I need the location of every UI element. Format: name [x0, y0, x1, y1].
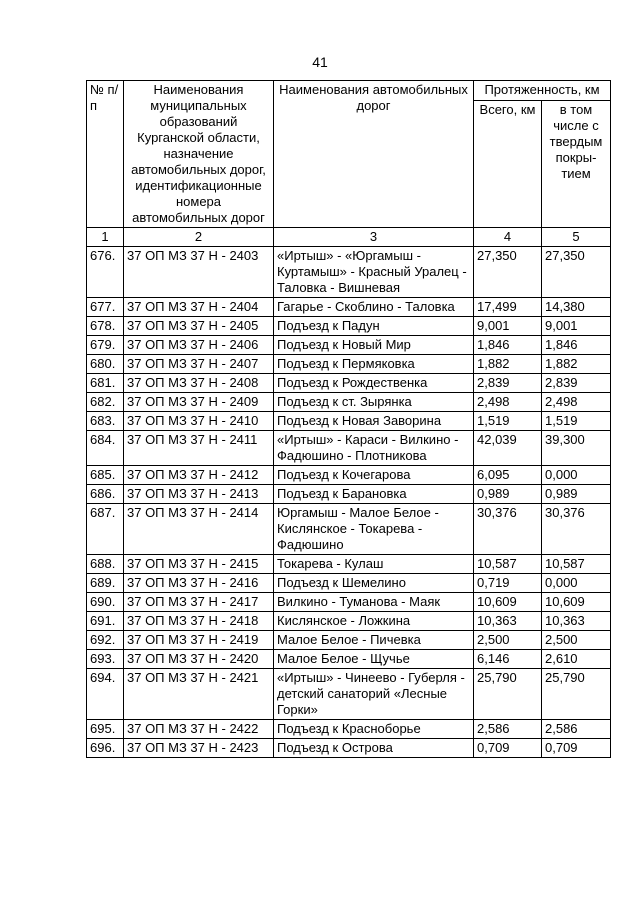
table-row	[87, 739, 611, 758]
header-road-name: Наименования автомобильных дорог	[274, 81, 474, 228]
road-name-cell: Подъезд к Острова	[274, 739, 474, 758]
road-id-cell: 37 ОП МЗ 37 Н - 2403	[124, 247, 274, 298]
table-row	[87, 720, 611, 739]
road-name-cell: Гагарье - Скоблино - Таловка	[274, 298, 474, 317]
hard-surface-length-cell: 1,846	[542, 336, 611, 355]
hard-surface-length-cell: 27,350	[542, 247, 611, 298]
table-row	[87, 466, 611, 485]
row-number-cell: 685.	[87, 466, 124, 485]
total-length-cell: 30,376	[474, 504, 542, 555]
table-row	[87, 336, 611, 355]
row-number-cell: 681.	[87, 374, 124, 393]
row-number-cell: 692.	[87, 631, 124, 650]
total-length-cell: 2,500	[474, 631, 542, 650]
road-name-cell: Малое Белое - Пичевка	[274, 631, 474, 650]
column-number: 4	[474, 228, 542, 247]
road-id-cell: 37 ОП МЗ 37 Н - 2421	[124, 669, 274, 720]
roads-table	[86, 80, 611, 758]
column-number: 1	[87, 228, 124, 247]
road-name-cell: Малое Белое - Щучье	[274, 650, 474, 669]
table-row	[87, 593, 611, 612]
road-id-cell: 37 ОП МЗ 37 Н - 2413	[124, 485, 274, 504]
road-id-cell: 37 ОП МЗ 37 Н - 2412	[124, 466, 274, 485]
total-length-cell: 25,790	[474, 669, 542, 720]
road-name-cell: Вилкино - Туманова - Маяк	[274, 593, 474, 612]
header-total: Всего, км	[474, 101, 542, 228]
table-row	[87, 355, 611, 374]
hard-surface-length-cell: 30,376	[542, 504, 611, 555]
road-name-cell: Подъезд к Кочегарова	[274, 466, 474, 485]
row-number-cell: 677.	[87, 298, 124, 317]
table-row	[87, 669, 611, 720]
table-row	[87, 247, 611, 298]
hard-surface-length-cell: 2,610	[542, 650, 611, 669]
road-name-cell: «Иртыш» - Караси - Вилкино - Фадюшино - Плотникова	[274, 431, 474, 466]
hard-surface-length-cell: 39,300	[542, 431, 611, 466]
table-row	[87, 431, 611, 466]
road-name-cell: Подъезд к Красноборье	[274, 720, 474, 739]
road-name-cell: Подъезд к ст. Зырянка	[274, 393, 474, 412]
hard-surface-length-cell: 10,363	[542, 612, 611, 631]
table-row	[87, 650, 611, 669]
header-hard-surface: в том числе с твердым покры-тием	[542, 101, 611, 228]
row-number-cell: 678.	[87, 317, 124, 336]
road-name-cell: Подъезд к Шемелино	[274, 574, 474, 593]
row-number-cell: 676.	[87, 247, 124, 298]
table-row	[87, 374, 611, 393]
table-row	[87, 317, 611, 336]
hard-surface-length-cell: 10,587	[542, 555, 611, 574]
row-number-cell: 687.	[87, 504, 124, 555]
road-id-cell: 37 ОП МЗ 37 Н - 2419	[124, 631, 274, 650]
column-number: 5	[542, 228, 611, 247]
row-number-cell: 689.	[87, 574, 124, 593]
total-length-cell: 1,519	[474, 412, 542, 431]
road-id-cell: 37 ОП МЗ 37 Н - 2404	[124, 298, 274, 317]
total-length-cell: 42,039	[474, 431, 542, 466]
total-length-cell: 0,709	[474, 739, 542, 758]
row-number-cell: 679.	[87, 336, 124, 355]
table-row	[87, 393, 611, 412]
hard-surface-length-cell: 0,000	[542, 574, 611, 593]
total-length-cell: 1,846	[474, 336, 542, 355]
hard-surface-length-cell: 0,709	[542, 739, 611, 758]
road-id-cell: 37 ОП МЗ 37 Н - 2417	[124, 593, 274, 612]
road-id-cell: 37 ОП МЗ 37 Н - 2408	[124, 374, 274, 393]
road-id-cell: 37 ОП МЗ 37 Н - 2411	[124, 431, 274, 466]
road-id-cell: 37 ОП МЗ 37 Н - 2422	[124, 720, 274, 739]
hard-surface-length-cell: 1,519	[542, 412, 611, 431]
road-id-cell: 37 ОП МЗ 37 Н - 2407	[124, 355, 274, 374]
road-name-cell: «Иртыш» - «Юргамыш - Куртамыш» - Красный Уралец - Таловка - Вишневая	[274, 247, 474, 298]
road-name-cell: Подъезд к Пермяковка	[274, 355, 474, 374]
road-id-cell: 37 ОП МЗ 37 Н - 2410	[124, 412, 274, 431]
hard-surface-length-cell: 2,586	[542, 720, 611, 739]
table-row	[87, 298, 611, 317]
total-length-cell: 2,839	[474, 374, 542, 393]
row-number-cell: 694.	[87, 669, 124, 720]
table-row	[87, 504, 611, 555]
total-length-cell: 0,719	[474, 574, 542, 593]
total-length-cell: 10,587	[474, 555, 542, 574]
road-name-cell: Подъезд к Барановка	[274, 485, 474, 504]
road-name-cell: Подъезд к Новый Мир	[274, 336, 474, 355]
header-length-group: Протяженность, км	[474, 81, 611, 101]
total-length-cell: 2,498	[474, 393, 542, 412]
table-body	[87, 247, 611, 758]
hard-surface-length-cell: 0,000	[542, 466, 611, 485]
row-number-cell: 695.	[87, 720, 124, 739]
column-number: 2	[124, 228, 274, 247]
column-number-row	[87, 228, 611, 247]
header-municipal-id: Наименования муниципальных образований Курганской области, назначение автомобильных дорог, идентификационные номера автомобильных дорог	[124, 81, 274, 228]
total-length-cell: 0,989	[474, 485, 542, 504]
road-name-cell: Кислянское - Ложкина	[274, 612, 474, 631]
hard-surface-length-cell: 2,839	[542, 374, 611, 393]
road-id-cell: 37 ОП МЗ 37 Н - 2405	[124, 317, 274, 336]
total-length-cell: 17,499	[474, 298, 542, 317]
total-length-cell: 6,146	[474, 650, 542, 669]
road-id-cell: 37 ОП МЗ 37 Н - 2423	[124, 739, 274, 758]
road-name-cell: Подъезд к Новая Заворина	[274, 412, 474, 431]
road-name-cell: Подъезд к Рождественка	[274, 374, 474, 393]
total-length-cell: 10,609	[474, 593, 542, 612]
row-number-cell: 680.	[87, 355, 124, 374]
table-row	[87, 612, 611, 631]
row-number-cell: 696.	[87, 739, 124, 758]
road-id-cell: 37 ОП МЗ 37 Н - 2414	[124, 504, 274, 555]
total-length-cell: 2,586	[474, 720, 542, 739]
table-row	[87, 574, 611, 593]
table-row	[87, 412, 611, 431]
row-number-cell: 683.	[87, 412, 124, 431]
total-length-cell: 9,001	[474, 317, 542, 336]
road-name-cell: Подъезд к Падун	[274, 317, 474, 336]
road-id-cell: 37 ОП МЗ 37 Н - 2406	[124, 336, 274, 355]
row-number-cell: 684.	[87, 431, 124, 466]
total-length-cell: 27,350	[474, 247, 542, 298]
hard-surface-length-cell: 9,001	[542, 317, 611, 336]
road-id-cell: 37 ОП МЗ 37 Н - 2420	[124, 650, 274, 669]
hard-surface-length-cell: 14,380	[542, 298, 611, 317]
road-name-cell: Юргамыш - Малое Белое - Кислянское - Токарева - Фадюшино	[274, 504, 474, 555]
road-id-cell: 37 ОП МЗ 37 Н - 2416	[124, 574, 274, 593]
road-id-cell: 37 ОП МЗ 37 Н - 2415	[124, 555, 274, 574]
road-name-cell: Токарева - Кулаш	[274, 555, 474, 574]
table-row	[87, 485, 611, 504]
row-number-cell: 690.	[87, 593, 124, 612]
hard-surface-length-cell: 2,500	[542, 631, 611, 650]
row-number-cell: 688.	[87, 555, 124, 574]
road-name-cell: «Иртыш» - Чинеево - Губерля - детский санаторий «Лесные Горки»	[274, 669, 474, 720]
hard-surface-length-cell: 0,989	[542, 485, 611, 504]
column-number: 3	[274, 228, 474, 247]
row-number-cell: 686.	[87, 485, 124, 504]
table-header	[87, 81, 611, 247]
hard-surface-length-cell: 10,609	[542, 593, 611, 612]
hard-surface-length-cell: 25,790	[542, 669, 611, 720]
hard-surface-length-cell: 2,498	[542, 393, 611, 412]
table-row	[87, 631, 611, 650]
row-number-cell: 682.	[87, 393, 124, 412]
table-row	[87, 555, 611, 574]
hard-surface-length-cell: 1,882	[542, 355, 611, 374]
total-length-cell: 10,363	[474, 612, 542, 631]
header-number: № п/п	[87, 81, 124, 228]
row-number-cell: 693.	[87, 650, 124, 669]
total-length-cell: 1,882	[474, 355, 542, 374]
total-length-cell: 6,095	[474, 466, 542, 485]
page-number: 41	[312, 54, 328, 70]
road-id-cell: 37 ОП МЗ 37 Н - 2418	[124, 612, 274, 631]
road-id-cell: 37 ОП МЗ 37 Н - 2409	[124, 393, 274, 412]
row-number-cell: 691.	[87, 612, 124, 631]
